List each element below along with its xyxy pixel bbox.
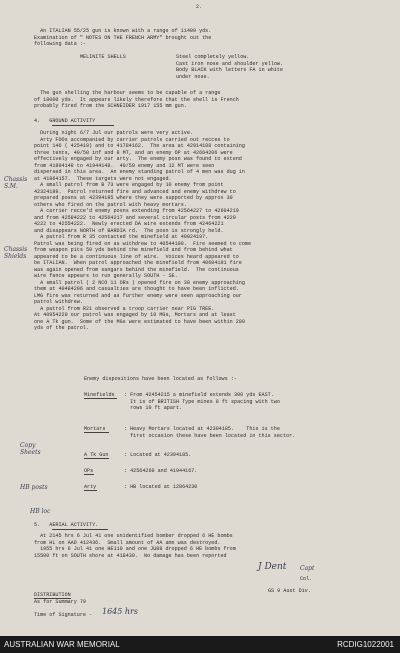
mortars-underline <box>84 432 109 433</box>
shells-label: MELINITE SHELLS <box>80 54 126 60</box>
footer-record-id: RCDIG1022001 <box>337 640 394 649</box>
time-of-signature-label: Time of Signature - <box>34 612 93 618</box>
disposition-text-ops: : 42564260 and 41944167. <box>124 468 198 474</box>
distribution-value: As for Summary 79 <box>34 599 86 605</box>
margin-note-4: HB posts <box>20 484 48 491</box>
disposition-label-minefields: Minefields <box>84 392 115 398</box>
section-5-underline <box>52 529 108 530</box>
section-4-body: During night 6/7 Jul our patrols were very active. Arty FOOs accompanied by carrier patrols carried out recces to point 146 ( 425419) and to 41784162. The area at 42914188 containing three tents, 40/50 inf and 8 MT, and an enemy OP at 42664206 were effectively engaged by our arty. The enemy posn was found to extend from 41804148 to 41944148. 40/50 enemy and 12 MT were seen dispersed in this area. An enemy standing patrol of 4 men was dug in at 41864157. These targets were not engaged. A small patrol from B 73 were engaged by 10 enemy from point 42324189. Patrol returned fire and advanced and enemy withdrew to prepared posns at 42394185 where they were supported by approx 30 others who fired on the patrol with heavy mortars. A carrier recce'd enemy posns extending from 42564227 to 42604219 and from 42584222 to 42564217 and several circular posts from 4220 4222 to 42554222. Newly erected DA wire extends from 42464221 and disappears NORTH of BARDIA rd. The posn is strongly held. A patrol from R 35 contacted the minefield at 40024197. Patrol was being fired on as withdrew to 40544198. Fire seemed to come from weapon pits 50 yds behind the minefield and from behind what appeared to be a continuous line of wire. Voices heard appeared to be ITALIAN. When patrol approached the minefield from 40604191 fire was again opened from sangars behind the minefield. The continuous wire fence appears to run generally SOUTH - SE. A small patrol ( 2 NCO 11 ORs ) opened fire on 30 enemy approaching them at 40484206 and casualties are thought to have been inflicted. LMG fire was returned and as further enemy were seen approaching our patrol withdrew. A patrol from R21 observed a troop carrier near PIG TREE. At 40954220 our patrol was engaged by 10 MGs, Mortars and at least one A Tk gun. Some of the MGs were estimated to have been within 200 yds of the patrol. <box>34 130 252 331</box>
handwritten-signature: J Dent <box>258 562 287 572</box>
section-5-heading: 5. AERIAL ACTIVITY. <box>34 522 99 528</box>
disposition-text-atk-gun: : Located at 42394185. <box>124 452 192 458</box>
section-5-body: At 2145 hrs 6 Jul 41 one unidentified bomber dropped 6 HE bombs from HL on AAD 412436. Small amount of AA amn was destroyed. 1955 hrs 6 Jul 41 one HE110 and one JU88 dropped 6 HE bombs from 15500 ft on SOUTH shore at 418430. No damage has been reported <box>34 533 236 559</box>
signature-unit: GS 9 Aust Div. <box>268 588 311 594</box>
disposition-label-mortars: Mortars <box>84 426 106 432</box>
paragraph-italian-gun: An ITALIAN 55/25 gun is known with a range of 11400 yds. Examination of " NOTES ON THE FRENCH ARMY" brought out the following data :- <box>34 28 212 47</box>
ops-underline <box>84 474 94 475</box>
distribution-label: DISTRIBUTION <box>34 592 71 598</box>
margin-note-5: HB loc <box>30 508 51 515</box>
archive-footer <box>0 636 400 653</box>
time-of-signature-value: 1645 hrs <box>102 607 138 616</box>
disposition-text-minefields: : From 42454215 a minefield extends 300 yds EAST. It is of BRITISH Type mines 8 ft spacing with two rows 10 ft apart. <box>124 392 280 411</box>
minefields-underline <box>84 398 117 399</box>
disposition-text-arty: : HB located at 12864230 <box>124 484 198 490</box>
arty-underline <box>84 490 97 491</box>
atk-gun-underline <box>84 458 109 459</box>
disposition-label-ops: OPs <box>84 468 94 474</box>
handwritten-rank: Capt <box>300 565 315 572</box>
disposition-label-atk-gun: A Tk Gun <box>84 452 109 458</box>
paragraph-gun-range: The gun shelling the harbour seems to be capable of a range of 18000 yds. It appears likely therefore that the shell is French probably fired from the SCHNEIDER 1917 155 mm gun. <box>34 90 239 109</box>
page-number: 2. <box>196 4 203 10</box>
section-4-underline <box>52 125 114 126</box>
margin-note-3: Copy Sheets <box>20 442 41 456</box>
signature-role: Col. <box>300 576 313 582</box>
footer-source: AUSTRALIAN WAR MEMORIAL <box>4 640 120 649</box>
margin-note-2: Chassis Shields <box>4 246 28 260</box>
section-4-heading: 4. GROUND ACTIVITY <box>34 118 96 124</box>
disposition-text-mortars: : Heavy Mortars located at 42394185. This is the first occasion these have been located in this sector. <box>124 426 296 439</box>
dispositions-intro: Enemy dispositions have been located as follows :- <box>84 376 237 382</box>
margin-note-1: Chassis S.M. <box>4 176 28 190</box>
shells-description: Steel completely yellow. Cast iron nose and shoulder yellow. Body BLACK with letters FA in white under nose. <box>176 54 283 80</box>
disposition-label-arty: Arty <box>84 484 97 490</box>
